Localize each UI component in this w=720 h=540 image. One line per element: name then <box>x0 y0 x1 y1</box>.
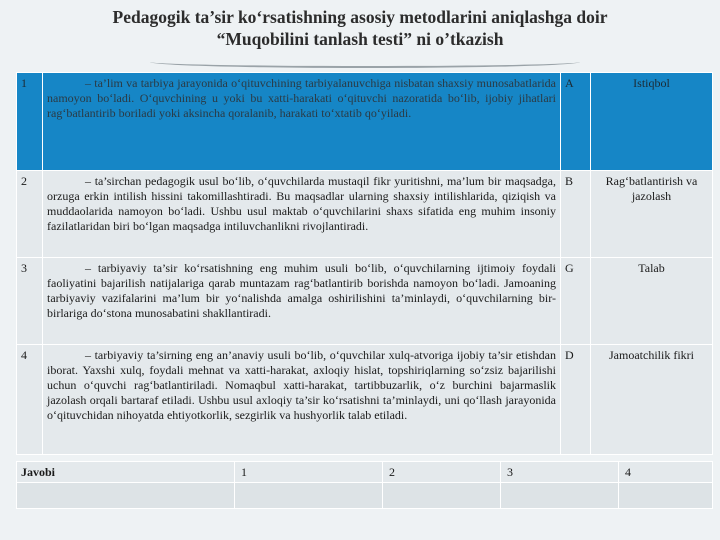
option-answer: Rag‘batlantirish va jazolash <box>591 171 713 258</box>
table-row[interactable] <box>17 345 713 455</box>
definition-text: – tarbiyaviy ta’sir ko‘rsatishning eng muhim usuli bo‘lib, o‘quvchilarning ijtimoiy foydali faoliyatini bajarilish natijalariga qarab muntazam rag‘batlantirib borishda namoyon bo‘ladi. Jamoaning tarbiyaviy vazifalarini ma’lum bir yo‘nalishda amalga oshirilishini ta’minlaydi, o‘quvchilarning bir-birlariga do‘stona munosabatini shakllantiradi. <box>47 261 556 320</box>
option-answer: Istiqbol <box>591 73 713 171</box>
answer-cell-blank <box>17 483 235 509</box>
option-letter: B <box>561 171 591 258</box>
page-title <box>0 6 720 50</box>
definition-cell <box>43 73 561 171</box>
answer-col-4: 4 <box>619 462 713 483</box>
answer-cell-2[interactable] <box>383 483 501 509</box>
table-row[interactable] <box>17 171 713 258</box>
option-letter: A <box>561 73 591 171</box>
definition-cell <box>43 345 561 455</box>
table-row[interactable] <box>17 258 713 345</box>
answer-header-row <box>17 462 713 483</box>
row-number: 4 <box>17 345 43 455</box>
option-letter: G <box>561 258 591 345</box>
title-line-1: Pedagogik ta’sir ko‘rsatishning asosiy metodlarini aniqlashga doir <box>112 7 608 27</box>
title-line-2: “Muqobilini tanlash testi” ni o’tkazish <box>216 29 504 49</box>
answer-cell-1[interactable] <box>235 483 383 509</box>
definition-text: – ta’lim va tarbiya jarayonida o‘qituvchining tarbiyalanuvchiga nisbatan shaxsiy munosabatlarida namoyon bo‘ladi. O‘quvchining u yoki bu xatti-harakati o‘qituvchi nazoratida bo‘lib, ijobiy jihatlari rag‘batlantirib boriladi yoki aksincha qoralanib, harakati to‘xtatib qo‘yiladi. <box>47 76 556 120</box>
answer-col-1: 1 <box>235 462 383 483</box>
answer-cell-3[interactable] <box>501 483 619 509</box>
table-row[interactable] <box>17 73 713 171</box>
option-letter: D <box>561 345 591 455</box>
row-number: 1 <box>17 73 43 171</box>
answer-table <box>16 461 713 509</box>
row-number: 3 <box>17 258 43 345</box>
option-answer: Jamoatchilik fikri <box>591 345 713 455</box>
answer-cell-4[interactable] <box>619 483 713 509</box>
answer-label: Javobi <box>17 462 235 483</box>
definition-cell <box>43 258 561 345</box>
answer-col-2: 2 <box>383 462 501 483</box>
answer-input-row <box>17 483 713 509</box>
quiz-table <box>16 72 713 455</box>
row-number: 2 <box>17 171 43 258</box>
definition-cell <box>43 171 561 258</box>
option-answer: Talab <box>591 258 713 345</box>
definition-text: – ta’sirchan pedagogik usul bo‘lib, o‘quvchilarda mustaqil fikr yuritishni, ma’lum bir maqsadga, orzuga erkin intilish hissini takomillashtiradi. Bu maqsadlar ularning shaxsiy intilishlarida, qiziqish va muddaolarida namoyon bo‘ladi. Ushbu usul maktab o‘quvchilarini shaxs sifatida eng muhim insoniy fazilatlaridan biri bo‘lgan maqsadga intiluvchanlikni rivojlantiradi. <box>47 174 556 233</box>
answer-col-3: 3 <box>501 462 619 483</box>
title-underline <box>150 56 580 68</box>
definition-text: – tarbiyaviy ta’sirning eng an’anaviy usuli bo‘lib, o‘quvchilar xulq-atvoriga ijobiy ta’sir etishdan iborat. Yaxshi xulq, foydali mehnat va xatti-harakat, axloqiy hislat, topshiriqlarning so‘zsiz bajarilishi uchun o‘quvchi rag‘batlantiriladi. Nomaqbul xatti-harakat, tartibbuzarlik, o‘z burchini bajarmaslik jazolash orqali bartaraf etiladi. Ushbu usul axloqiy ta’sir ko‘rsatishni ta’minlaydi, uni qo‘llash jarayonida o‘qituvchidan nihoyatda ehtiyotkorlik, sezgirlik va hushyorlik talab etiladi. <box>47 348 556 422</box>
